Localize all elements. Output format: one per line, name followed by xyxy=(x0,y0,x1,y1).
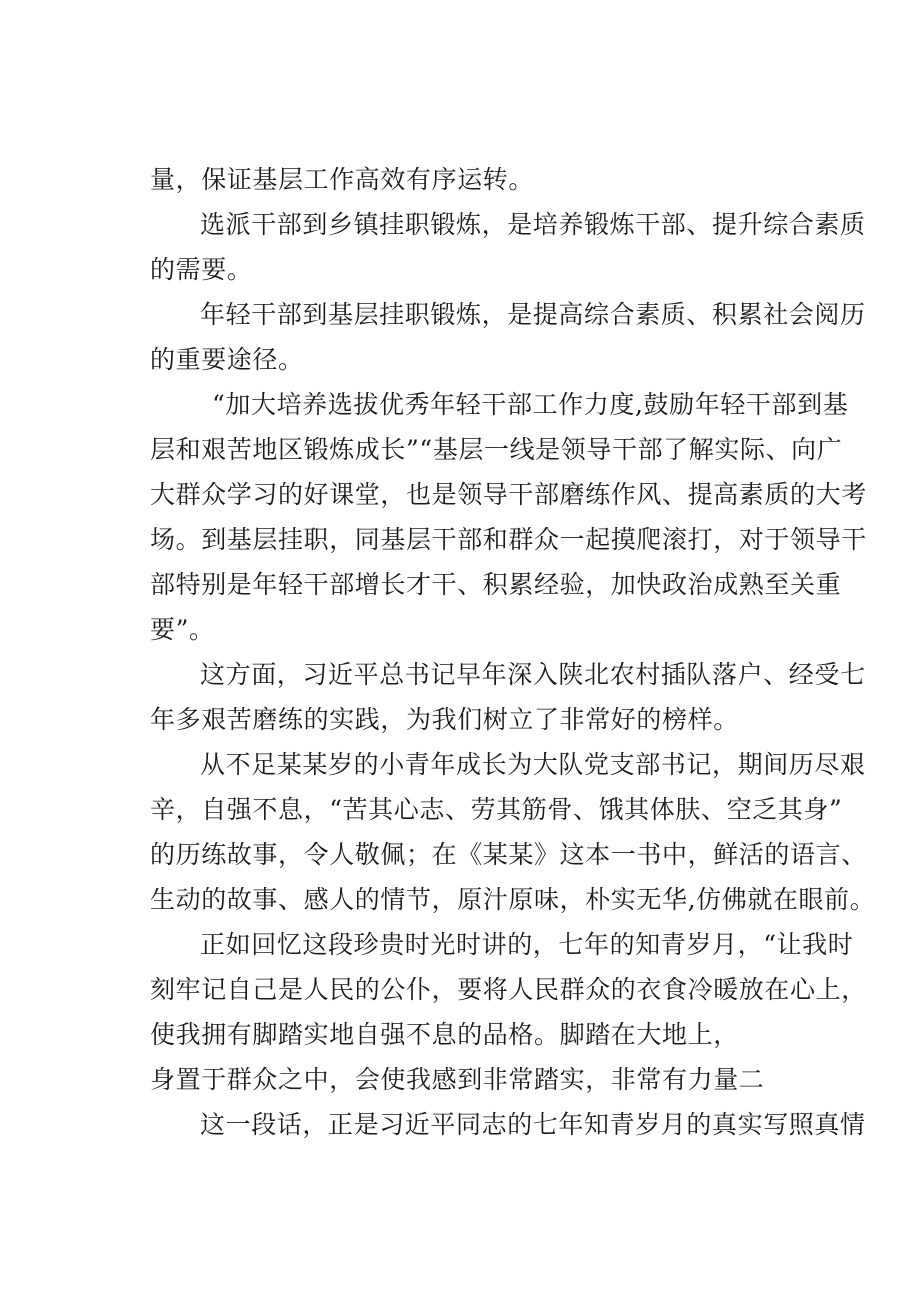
text-line: 层和艰苦地区锻炼成长”“基层一线是领导干部了解实际、向广 xyxy=(150,435,843,464)
text-line: 这一段话，正是习近平同志的七年知青岁月的真实写照真情 xyxy=(200,1110,866,1139)
text-line: 的重要途径。 xyxy=(150,345,304,374)
text-line: 使我拥有脚踏实地自强不息的品格。脚踏在大地上， xyxy=(150,1020,739,1049)
text-line: 年多艰苦磨练的实践，为我们树立了非常好的榜样。 xyxy=(150,705,739,734)
text-line: 刻牢记自己是人民的公仆，要将人民群众的衣食冷暖放在心上， xyxy=(150,975,867,1004)
text-line: 这方面，习近平总书记早年深入陕北农村插队落户、经受七 xyxy=(200,660,866,689)
text-line: 场。到基层挂职，同基层干部和群众一起摸爬滚打，对于领导干 xyxy=(150,525,867,554)
text-line: 部特别是年轻干部增长才干、积累经验，加快政治成熟至关重 xyxy=(150,570,842,599)
text-line: 正如回忆这段珍贵时光时讲的，七年的知青岁月，“让我时 xyxy=(200,930,854,959)
text-line: 选派干部到乡镇挂职锻炼，是培养锻炼干部、提升综合素质 xyxy=(200,210,866,239)
text-line: 的需要。 xyxy=(150,255,253,284)
text-line: “加大培养选拔优秀年轻干部工作力度,鼓励年轻干部到基 xyxy=(212,390,849,419)
text-line: 的历练故事，令人敬佩；在《某某》这本一书中，鲜活的语言、 xyxy=(150,840,867,869)
text-line: 身置于群众之中，会使我感到非常踏实，非常有力量二 xyxy=(150,1065,765,1094)
text-line: 辛，自强不息，“苦其心志、劳其筋骨、饿其体肤、空乏其身” xyxy=(150,795,843,824)
text-line: 大群众学习的好课堂，也是领导干部磨练作风、提高素质的大考 xyxy=(150,480,867,509)
text-line: 从不足某某岁的小青年成长为大队党支部书记，期间历尽艰 xyxy=(200,750,866,779)
text-line: 要”。 xyxy=(150,615,215,644)
text-line: 生动的故事、感人的情节，原汁原味，朴实无华,仿佛就在眼前。 xyxy=(150,885,876,914)
text-line: 量，保证基层工作高效有序运转。 xyxy=(150,165,535,194)
text-line: 年轻干部到基层挂职锻炼，是提高综合素质、积累社会阅历 xyxy=(200,300,866,329)
